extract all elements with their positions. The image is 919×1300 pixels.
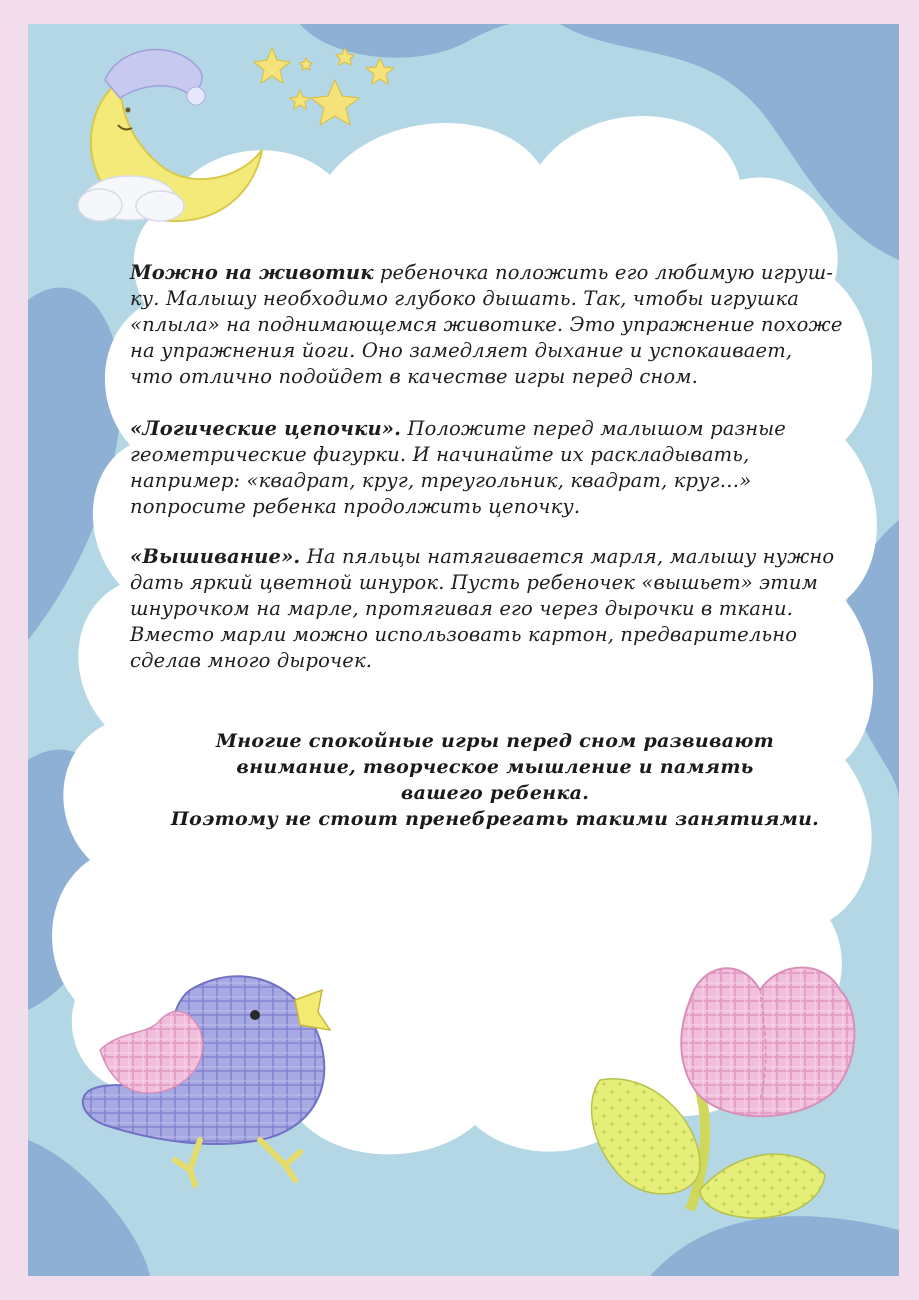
paragraph-logic-chains: [130, 416, 850, 520]
paragraph-line: Вместо марли можно использовать картон, предварительно: [130, 623, 798, 646]
conclusion-line: Поэтому не стоит пренебрегать такими занятиями.: [170, 808, 820, 830]
paragraph-line: «Логические цепочки». Положите перед малышом разные: [130, 417, 786, 440]
paragraph-line: попросите ребенка продолжить цепочку.: [130, 495, 581, 518]
paragraph-line: дать яркий цветной шнурок. Пусть ребеночек «вышьет» этим: [130, 571, 818, 594]
paragraph-line: «плыла» на поднимающемся животике. Это упражнение похоже: [130, 313, 843, 336]
conclusion-block: [0, 728, 919, 832]
conclusion-line: Многие спокойные игры перед сном развивают: [215, 730, 775, 752]
paragraph-embroidery: [130, 544, 850, 674]
paragraph-line: «Вышивание». На пяльцы натягивается марля, малышу нужно: [130, 545, 835, 568]
paragraph-breathing-toy: [130, 260, 850, 390]
conclusion-line: внимание, творческое мышление и память: [236, 756, 754, 778]
paragraph-line: геометрические фигурки. И начинайте их раскладывать,: [130, 443, 750, 466]
paragraph-line: на упражнения йоги. Оно замедляет дыхание и успокаивает,: [130, 339, 793, 362]
paragraph-line: сделав много дырочек.: [130, 649, 373, 672]
paragraph-line: Можно на животик ребеночка положить его любимую игруш-: [130, 261, 834, 284]
paragraph-lead: Можно на животик: [130, 261, 374, 284]
paragraph-line: шнурочком на марле, протягивая его через дырочки в ткани.: [130, 597, 794, 620]
paragraph-lead: «Вышивание».: [130, 545, 301, 568]
conclusion-line: вашего ребенка.: [400, 782, 590, 804]
paragraph-line: например: «квадрат, круг, треугольник, квадрат, круг…»: [130, 469, 752, 492]
paragraph-line: что отлично подойдет в качестве игры перед сном.: [130, 365, 698, 388]
paragraph-line: ку. Малышу необходимо глубоко дышать. Так, чтобы игрушка: [130, 287, 800, 310]
paragraph-lead: «Логические цепочки».: [130, 417, 402, 440]
